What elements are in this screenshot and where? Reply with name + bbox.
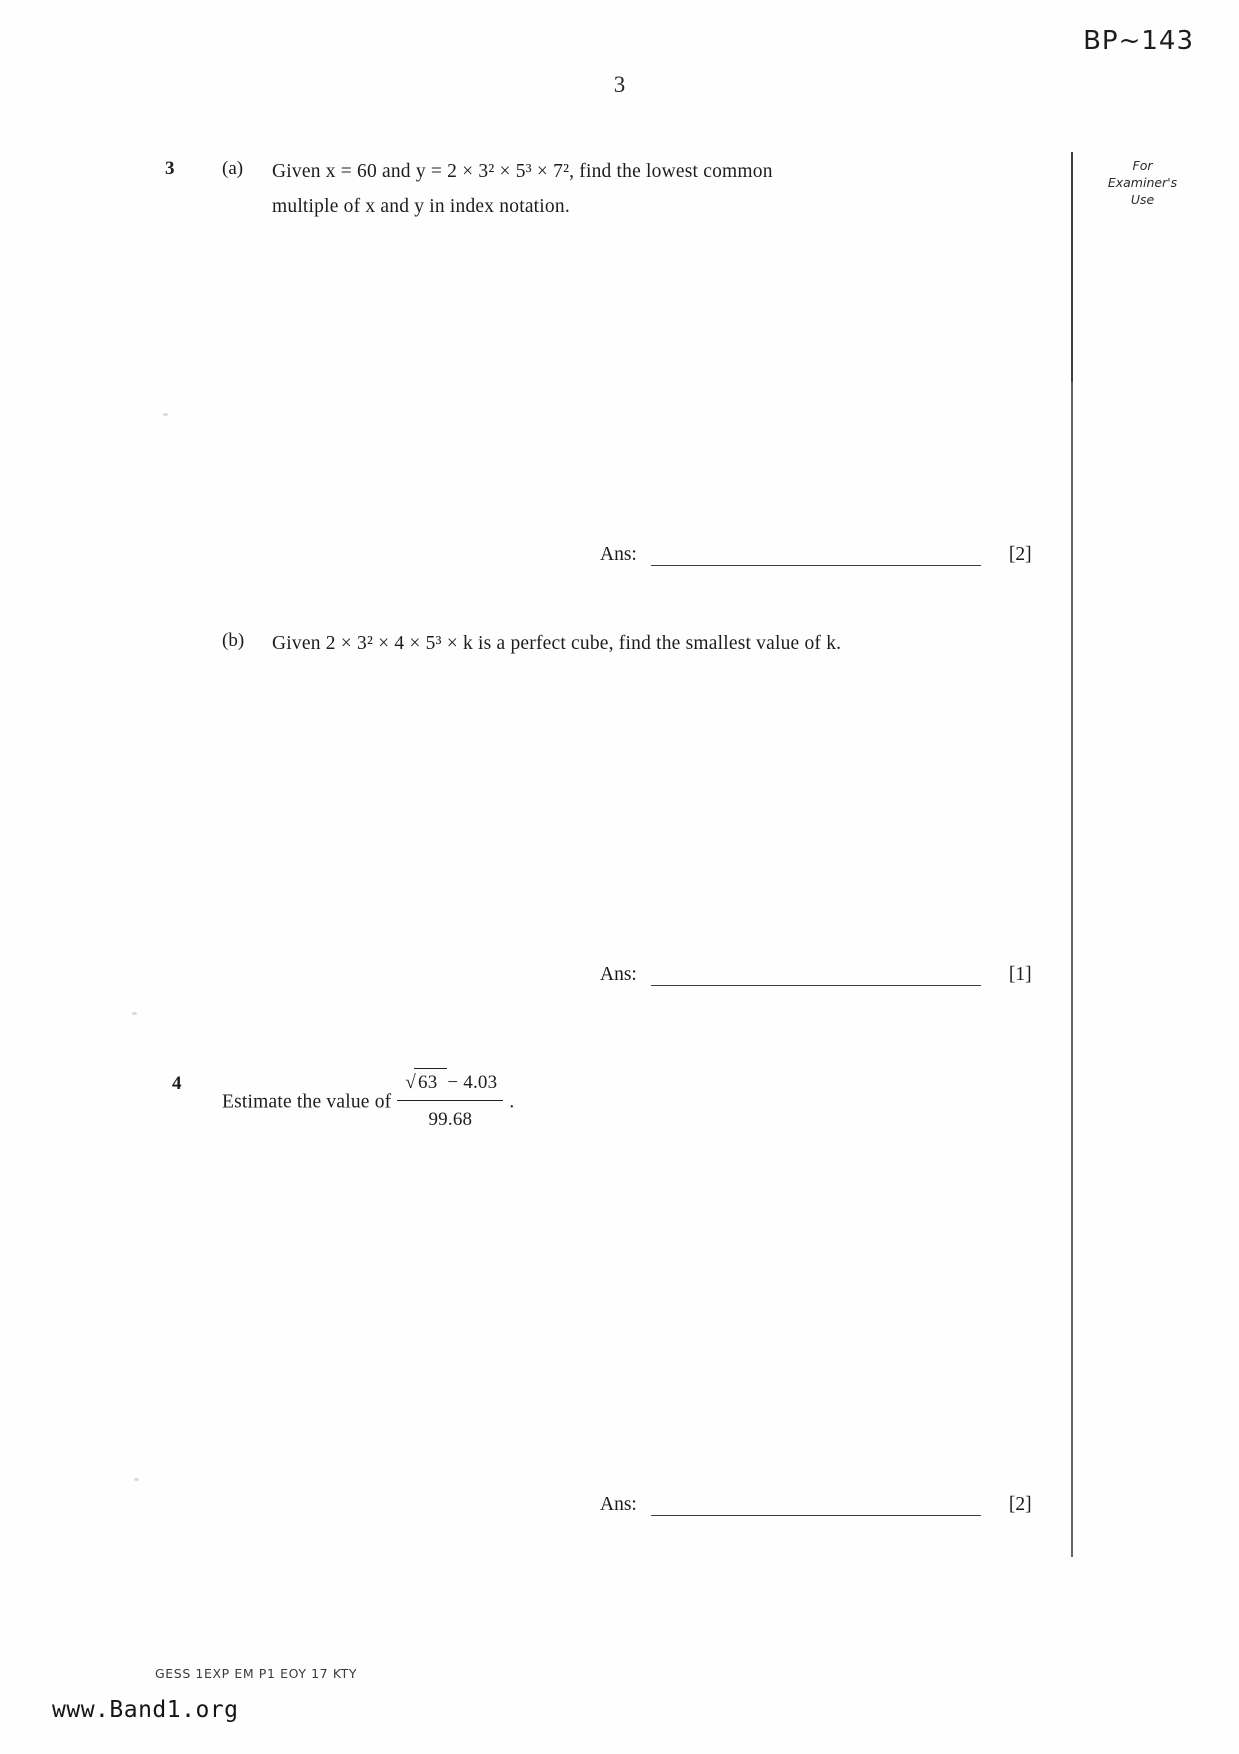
question-4-answer-line[interactable] bbox=[651, 1497, 981, 1516]
question-3a-marks: [2] bbox=[1008, 544, 1032, 565]
scan-speck bbox=[134, 1478, 139, 1481]
examiner-column-rule-top bbox=[1071, 152, 1073, 382]
fraction-numerator bbox=[397, 1066, 503, 1101]
question-4-marks: [2] bbox=[1008, 1494, 1032, 1515]
examiner-use-note bbox=[1090, 158, 1195, 209]
scan-speck bbox=[132, 1012, 137, 1015]
question-3-number: 3 bbox=[165, 158, 175, 179]
question-4-answer-row bbox=[600, 1490, 1032, 1516]
question-3a-text-line-1: Given x = 60 and y = 2 × 3² × 5³ × 7², find the lowest common bbox=[272, 161, 773, 182]
question-3a-answer-label: Ans: bbox=[600, 544, 637, 565]
question-4-fraction bbox=[397, 1066, 503, 1137]
examiner-note-line-1: For bbox=[1132, 158, 1153, 173]
question-4-trailing-punctuation: . bbox=[509, 1091, 515, 1113]
watermark-url: www.Band1.org bbox=[52, 1697, 239, 1723]
question-3a-label: (a) bbox=[222, 158, 244, 179]
scan-speck bbox=[163, 413, 168, 416]
fraction-denominator: 99.68 bbox=[428, 1109, 473, 1131]
page-code: BP~143 bbox=[1083, 26, 1194, 56]
examiner-note-line-3: Use bbox=[1130, 191, 1155, 207]
question-4-text bbox=[222, 1068, 514, 1139]
square-root-icon: √ 63 bbox=[403, 1066, 447, 1099]
question-3b-answer-label: Ans: bbox=[600, 964, 637, 985]
page-number: 3 bbox=[613, 72, 626, 97]
question-3a-answer-row bbox=[600, 540, 1032, 566]
question-3b-answer-row bbox=[600, 960, 1032, 986]
fraction-numerator-radicand: 63 bbox=[418, 1072, 438, 1093]
question-4-answer-label: Ans: bbox=[600, 1494, 637, 1515]
question-3b-text: Given 2 × 3² × 4 × 5³ × k is a perfect cube, find the smallest value of k. bbox=[272, 633, 842, 654]
question-3b-answer-line[interactable] bbox=[651, 967, 981, 986]
question-3a-text-line-2: multiple of x and y in index notation. bbox=[272, 196, 570, 217]
question-4-prompt: Estimate the value of bbox=[222, 1091, 392, 1113]
question-3b-label: (b) bbox=[222, 630, 245, 651]
question-4-number: 4 bbox=[172, 1073, 182, 1094]
examiner-note-line-2: Examiner's bbox=[1107, 174, 1178, 190]
question-3a-answer-line[interactable] bbox=[651, 547, 981, 566]
footer-paper-code: GESS 1EXP EM P1 EOY 17 KTY bbox=[155, 1666, 358, 1681]
fraction-numerator-rest: − 4.03 bbox=[447, 1072, 498, 1093]
question-3b-marks: [1] bbox=[1008, 964, 1032, 985]
